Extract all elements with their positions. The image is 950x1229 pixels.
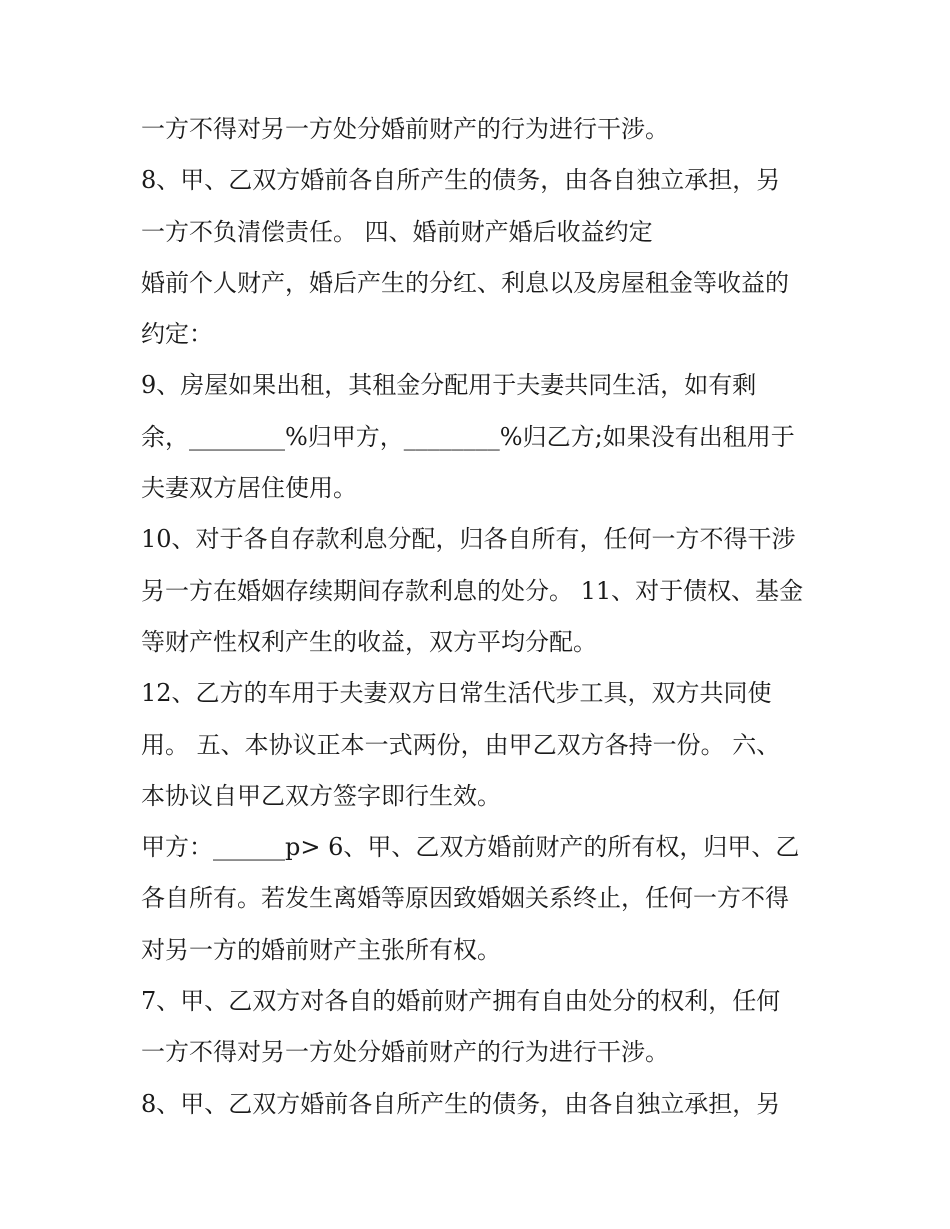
text-line: 8、甲、乙双方婚前各自所产生的债务，由各自独立承担，另	[141, 166, 781, 195]
agreement-text	[141, 104, 821, 1130]
text-line: 另一方在婚姻存续期间存款利息的处分。 11、对于债权、基金	[141, 576, 804, 605]
text-line: 10、对于各自存款利息分配，归各自所有，任何一方不得干涉	[141, 525, 796, 554]
text-line: 9、房屋如果出租，其租金分配用于夫妻共同生活，如有剩	[141, 371, 757, 400]
text-line: 约定：	[141, 320, 213, 349]
text-line: 夫妻双方居住使用。	[141, 474, 357, 503]
text-line: 等财产性权利产生的收益，双方平均分配。	[141, 627, 597, 656]
text-line: 各自所有。若发生离婚等原因致婚姻关系终止，任何一方不得	[141, 884, 789, 913]
text-line: 7、甲、乙双方对各自的婚前财产拥有自由处分的权利，任何	[141, 987, 781, 1016]
text-line: 婚前个人财产，婚后产生的分红、利息以及房屋租金等收益的	[141, 268, 789, 297]
text-line: 8、甲、乙双方婚前各自所产生的债务，由各自独立承担，另	[141, 1089, 781, 1118]
text-line: 本协议自甲乙双方签字即行生效。	[141, 781, 501, 810]
text-line: 对另一方的婚前财产主张所有权。	[141, 935, 501, 964]
text-line: 甲方：______p> 6、甲、乙双方婚前财产的所有权，归甲、乙	[141, 833, 800, 862]
text-line: 余，________%归甲方，________%归乙方;如果没有出租用于	[141, 422, 795, 451]
text-line: 一方不得对另一方处分婚前财产的行为进行干涉。	[141, 115, 669, 143]
text-line: 一方不负清偿责任。 四、婚前财产婚后收益约定	[141, 217, 653, 246]
text-line: 一方不得对另一方处分婚前财产的行为进行干涉。	[141, 1038, 669, 1067]
text-line: 12、乙方的车用于夫妻双方日常生活代步工具，双方共同使	[141, 679, 772, 708]
text-line: 用。 五、本协议正本一式两份，由甲乙双方各持一份。 六、	[141, 730, 781, 759]
